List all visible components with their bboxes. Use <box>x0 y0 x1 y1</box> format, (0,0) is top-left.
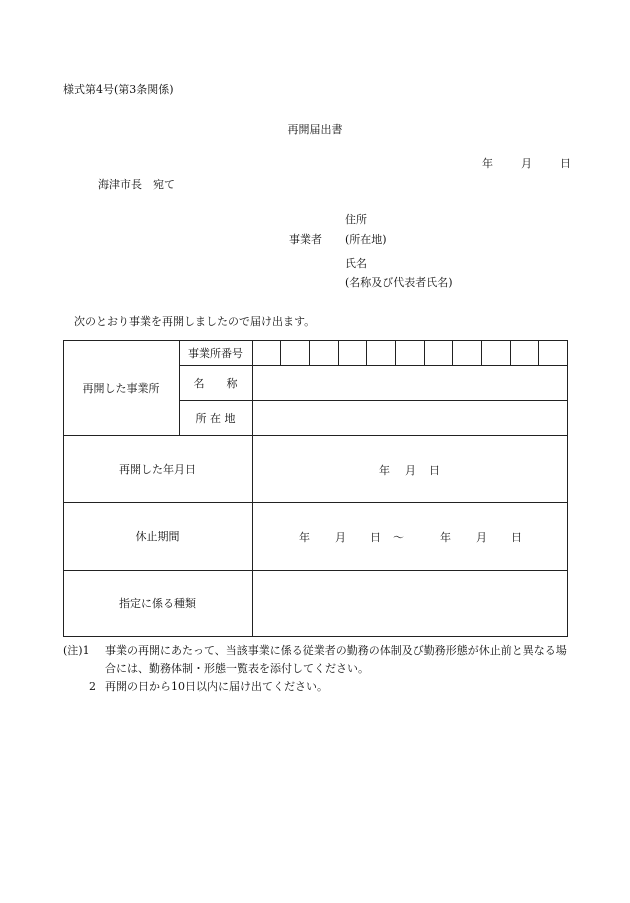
column-divider <box>252 340 253 637</box>
office-number-box-divider <box>481 340 482 365</box>
suspension-start-day: 日 <box>370 531 381 544</box>
office-number-box-divider <box>538 340 539 365</box>
designation-type-label: 指定に係る種類 <box>119 597 196 610</box>
applicant-label: 事業者 <box>289 233 322 246</box>
office-number-box-divider <box>366 340 367 365</box>
office-number-box-divider <box>309 340 310 365</box>
office-number-box-divider <box>424 340 425 365</box>
suspension-start-month: 月 <box>335 531 346 544</box>
reopen-date-month: 月 <box>405 464 416 477</box>
suspension-period-label: 休止期間 <box>135 530 180 543</box>
suspension-end-day: 日 <box>511 531 522 544</box>
office-group-label: 再開した事業所 <box>82 382 160 395</box>
office-number-box-divider <box>338 340 339 365</box>
applicant-name-sublabel: (名称及び代表者氏名) <box>345 276 453 289</box>
office-location-label: 所 在 地 <box>195 411 236 425</box>
office-number-box-divider <box>280 340 281 365</box>
note-text: 再開の日から10日以内に届け出てください。 <box>105 680 328 693</box>
statement: 次のとおり事業を再開しましたので届け出ます。 <box>74 315 316 328</box>
note-item <box>63 678 575 696</box>
table-border-bottom <box>63 636 568 637</box>
applicant-address-label: 住所 <box>345 213 367 226</box>
suspension-separator: ～ <box>393 531 404 544</box>
office-number-box-divider <box>510 340 511 365</box>
reopen-date-label: 再開した年月日 <box>119 462 196 476</box>
reopen-date-day: 日 <box>429 464 440 477</box>
date-year: 年 <box>482 157 493 170</box>
office-number-box-divider <box>395 340 396 365</box>
notes <box>63 642 575 696</box>
office-name-label: 名 称 <box>193 376 238 390</box>
reopen-date-year: 年 <box>379 464 390 477</box>
note-item <box>63 642 575 678</box>
applicant-name-label: 氏名 <box>345 257 367 270</box>
office-number-box-divider <box>452 340 453 365</box>
suspension-end-year: 年 <box>440 531 451 544</box>
addressee: 海津市長 宛て <box>98 178 175 191</box>
office-number-label: 事業所番号 <box>188 346 243 360</box>
applicant-address-sublabel: (所在地) <box>345 233 387 246</box>
submission-date <box>482 155 571 171</box>
note-prefix: 2 <box>89 680 96 693</box>
table-border-right <box>567 340 568 637</box>
note-text: 事業の再開にあたって、当該事業に係る従業者の勤務の体制及び勤務形態が休止前と異なる場合には、勤務体制・形態一覧表を添付してください。 <box>105 644 567 675</box>
date-month: 月 <box>521 157 532 170</box>
document-title: 再開届出書 <box>287 123 343 136</box>
suspension-end-month: 月 <box>476 531 487 544</box>
form-number: 様式第4号(第3条関係) <box>63 83 174 96</box>
date-day: 日 <box>560 157 571 170</box>
note-prefix: (注)1 <box>63 644 90 657</box>
suspension-start-year: 年 <box>299 531 310 544</box>
